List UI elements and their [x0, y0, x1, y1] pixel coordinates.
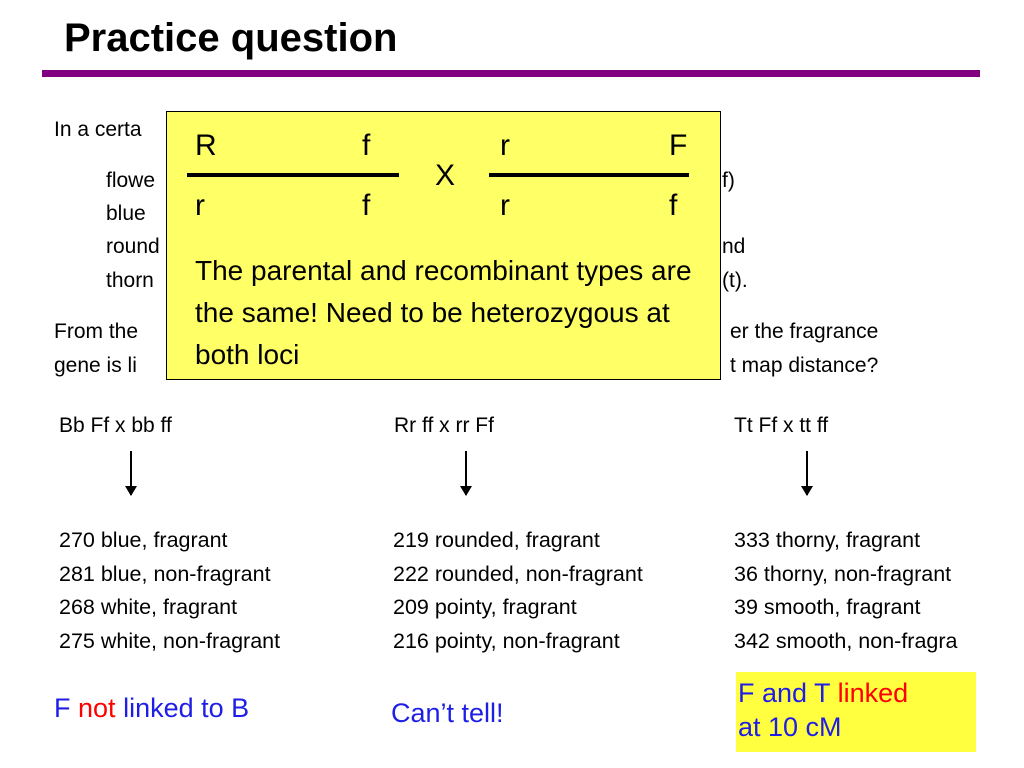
result-row: 270 blue, fragrant	[59, 528, 228, 552]
down-arrow-icon	[130, 451, 132, 495]
left-bottom-allele-2: f	[362, 189, 371, 222]
conclusion-1-part-a: F	[54, 693, 71, 723]
result-row: 281 blue, non-fragrant	[59, 562, 271, 586]
left-chromosome-line	[187, 173, 399, 177]
question-line-1-start: From the	[54, 320, 139, 343]
result-row: 216 pointy, non-fragrant	[393, 629, 620, 653]
trait-flower-end: f)	[722, 169, 735, 192]
result-row: 222 rounded, non-fragrant	[393, 562, 643, 586]
cross-label-2: Rr ff x rr Ff	[394, 414, 494, 437]
trait-thorn-end: (t).	[722, 269, 748, 292]
right-top-allele-1: r	[500, 129, 510, 162]
trait-flower: flowe	[106, 169, 156, 192]
right-top-allele-2: F	[669, 129, 688, 162]
conclusion-3	[738, 676, 974, 744]
question-line-2-end: t map distance?	[730, 354, 879, 377]
right-bottom-allele-1: r	[500, 189, 510, 222]
genotype-callout	[166, 111, 721, 380]
question-line-1-end: er the fragrance	[730, 320, 879, 343]
right-chromosome-line	[489, 173, 689, 177]
result-row: 268 white, fragrant	[59, 595, 238, 619]
conclusion-1-part-c: linked to B	[123, 693, 250, 723]
result-row: 342 smooth, non-fragra	[734, 629, 958, 653]
result-row: 219 rounded, fragrant	[393, 528, 600, 552]
down-arrow-icon	[806, 451, 808, 495]
intro-line: In a certa	[54, 118, 142, 141]
conclusion-1-emphasis: not	[78, 693, 116, 723]
result-row: 333 thorny, fragrant	[734, 528, 921, 552]
left-top-allele-2: f	[362, 129, 371, 162]
callout-note: The parental and recombinant types are the same! Need to be heterozygous at both loci	[195, 255, 692, 370]
result-row: 275 white, non-fragrant	[59, 629, 281, 653]
result-row: 39 smooth, fragrant	[734, 595, 921, 619]
result-row: 36 thorny, non-fragrant	[734, 562, 952, 586]
trait-round-end: nd	[722, 235, 746, 258]
conclusion-1	[54, 692, 249, 724]
page-title: Practice question	[64, 16, 398, 60]
trait-blue: blue	[106, 202, 146, 225]
left-top-allele-1: R	[195, 129, 217, 162]
right-bottom-allele-2: f	[669, 189, 678, 222]
conclusion-3-part-c: at 10 cM	[738, 712, 842, 742]
trait-thorn: thorn	[106, 269, 154, 292]
left-bottom-allele-1: r	[195, 189, 205, 222]
conclusion-3-part-a: F and T	[738, 678, 831, 708]
question-line-2-start: gene is li	[54, 354, 137, 377]
result-row: 209 pointy, fragrant	[393, 595, 577, 619]
conclusion-3-emphasis: linked	[837, 678, 909, 708]
cross-label-3: Tt Ff x tt ff	[734, 414, 829, 437]
conclusion-2: Can’t tell!	[391, 698, 504, 728]
down-arrow-icon	[465, 451, 467, 495]
cross-label-1: Bb Ff x bb ff	[59, 414, 172, 437]
title-rule	[42, 70, 980, 77]
trait-round: round	[106, 235, 160, 258]
cross-symbol: X	[435, 159, 456, 192]
